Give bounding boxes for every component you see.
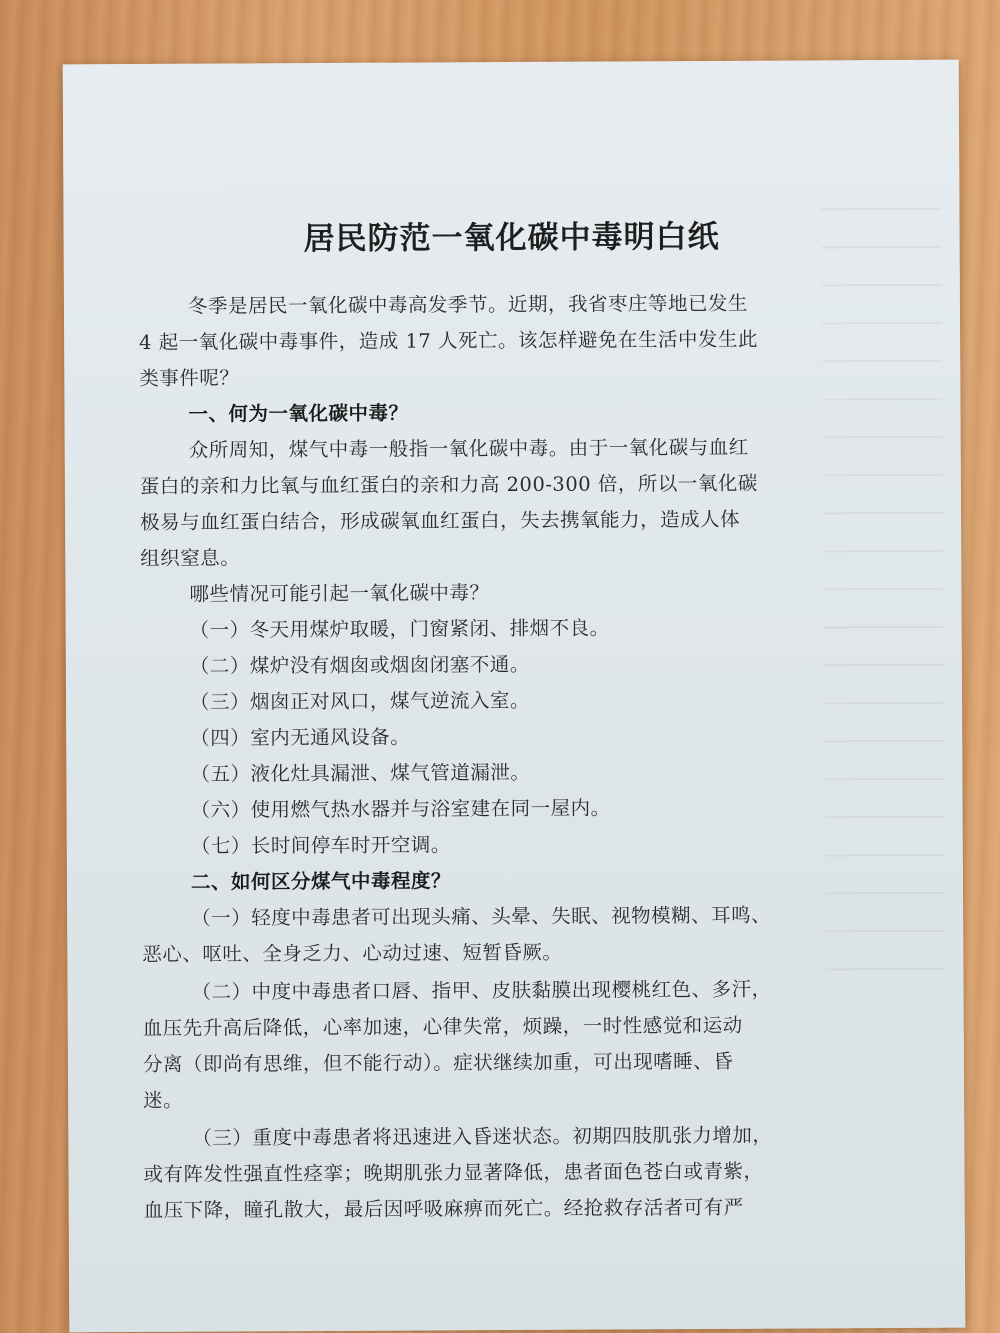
section-1-heading: 一、何为一氧化碳中毒？ [188, 401, 409, 426]
intro-line-1: 冬季是居民一氧化碳中毒高发季节。近期，我省枣庄等地已发生 [187, 291, 749, 318]
cause-item-7: （七）长时间停车时开空调。 [190, 833, 451, 858]
cause-item-1: （一）冬天用煤炉取暖，门窗紧闭、排烟不良。 [189, 616, 610, 642]
cause-item-4: （四）室内无通风设备。 [190, 725, 411, 750]
intro-line-2: 4 起一氧化碳中毒事件，造成 17 人死亡。该怎样避免在生活中发生此 [139, 327, 759, 354]
moderate-line-2: 血压先升高后降低，心率加速，心律失常，烦躁，一时性感觉和运动 [142, 1013, 743, 1040]
mild-line-1: （一）轻度中毒患者可出现头痛、头晕、失眠、视物模糊、耳鸣、 [191, 903, 772, 930]
cause-item-3: （三）烟囱正对风口，煤气逆流入室。 [189, 688, 531, 714]
paper-sheet [63, 60, 966, 1333]
cause-item-2: （二）煤炉没有烟囱或烟囱闭塞不通。 [189, 652, 530, 678]
moderate-line-1: （二）中度中毒患者口唇、指甲、皮肤黏膜出现樱桃红色、多汗， [191, 977, 772, 1004]
moderate-line-3: 分离（即尚有思维，但不能行动）。症状继续加重，可出现嗜睡、昏 [142, 1049, 734, 1076]
section-1-para-line-1: 众所周知，煤气中毒一般指一氧化碳中毒。由于一氧化碳与血红 [188, 435, 749, 462]
severe-line-2: 或有阵发性强直性痉挛；晚期肌张力显著降低，患者面色苍白或青紫， [143, 1159, 764, 1186]
cause-item-6: （六）使用燃气热水器并与浴室建在同一屋内。 [190, 796, 611, 822]
mild-line-2: 恶心、呕吐、全身乏力、心动过速、短暂昏厥。 [142, 940, 563, 966]
section-2-heading: 二、如何区分煤气中毒程度？ [190, 869, 452, 894]
cause-item-5: （五）液化灶具漏泄、煤气管道漏泄。 [190, 760, 531, 786]
document-title: 居民防范一氧化碳中毒明白纸 [303, 218, 720, 258]
severe-line-1: （三）重度中毒患者将迅速进入昏迷状态。初期四肢肌张力增加， [192, 1123, 773, 1150]
intro-line-3: 类事件呢？ [139, 366, 240, 390]
section-1-para-line-2: 蛋白的亲和力比氧与血红蛋白的亲和力高 200-300 倍，所以一氧化碳 [139, 471, 758, 498]
causes-question: 哪些情况可能引起一氧化碳中毒？ [189, 581, 490, 606]
section-1-para-line-4: 组织窒息。 [140, 546, 241, 570]
section-1-para-line-3: 极易与血红蛋白结合，形成碳氧血红蛋白，失去携氧能力，造成人体 [140, 507, 741, 534]
moderate-line-4: 迷。 [143, 1088, 184, 1112]
severe-line-3: 血压下降，瞳孔散大，最后因呼吸麻痹而死亡。经抢救存活者可有严 [143, 1195, 744, 1222]
